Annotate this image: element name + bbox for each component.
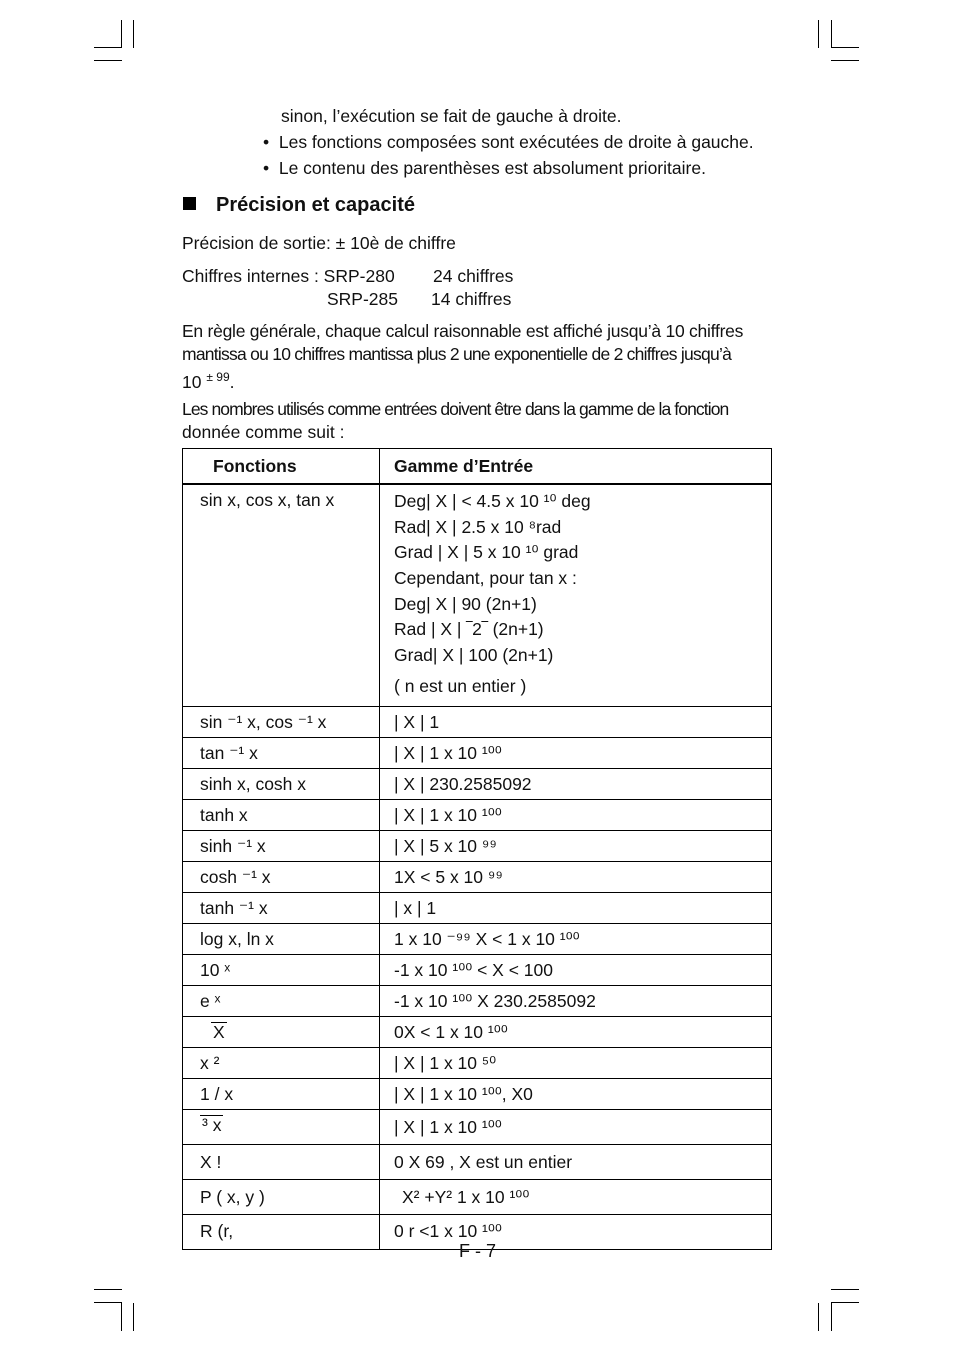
header-input-range: Gamme d’Entrée — [380, 449, 772, 485]
crop-mark-tl-v2 — [133, 20, 134, 48]
table-row — [183, 985, 772, 1016]
display-paragraph-line3: 10 $^{\pm 99}$. — [182, 370, 235, 392]
table-row — [183, 1144, 772, 1179]
sqrt-radicand: X — [213, 1021, 225, 1042]
range-cell: | X | 1 x 10 ¹⁰⁰ — [380, 737, 772, 768]
function-cell: x ² — [183, 1047, 380, 1078]
range-cell: | X | 1 x 10 ⁵⁰ — [380, 1047, 772, 1078]
range-line: Grad| X | 100 (2n+1) — [394, 645, 554, 666]
range-cell: 1X < 5 x 10 ⁹⁹ — [380, 861, 772, 892]
section-title: Précision et capacité — [216, 194, 415, 216]
function-cell — [183, 1016, 380, 1047]
display-paragraph-line1: En règle générale, chaque calcul raisonnable est affiché jusqu’à 10 chiffres — [182, 321, 744, 341]
crop-mark-tr-v2 — [831, 20, 832, 48]
section-heading — [183, 194, 415, 217]
range-line: Deg| X | < 4.5 x 10 ¹⁰ deg — [394, 491, 591, 511]
crop-mark-bl-v2 — [133, 1303, 134, 1331]
header-functions: Fonctions — [183, 449, 380, 485]
range-cell: | X | 5 x 10 ⁹⁹ — [380, 830, 772, 861]
range-line: Deg| X | 90 (2n+1) — [394, 593, 537, 614]
range-cell: | X | 1 — [380, 706, 772, 737]
range-line: Rad | X | ‾2‾ (2n+1) — [394, 619, 544, 640]
crop-mark-tl-v1 — [121, 20, 122, 48]
function-cell: sinh x, cosh x — [183, 768, 380, 799]
crop-mark-br-v2 — [831, 1303, 832, 1331]
function-cell: sinh ⁻¹ x — [183, 830, 380, 861]
range-cell: -1 x 10 ¹⁰⁰ < X < 100 — [380, 954, 772, 985]
crop-mark-tl-h — [94, 47, 122, 48]
table-row — [183, 768, 772, 799]
range-cell: 1 x 10 ⁻⁹⁹ X < 1 x 10 ¹⁰⁰ — [380, 923, 772, 954]
range-cell: | X | 230.2585092 — [380, 768, 772, 799]
crop-mark-tr-v1 — [818, 20, 819, 48]
function-cell — [183, 1109, 380, 1144]
range-cell — [380, 484, 772, 706]
function-cell: X ! — [183, 1144, 380, 1179]
function-cell: sin x, cos x, tan x — [183, 484, 380, 706]
input-paragraph-line1: Les nombres utilisés comme entrées doivent être dans la gamme de la fonction — [182, 399, 729, 419]
table-row — [183, 861, 772, 892]
range-cell: -1 x 10 ¹⁰⁰ X 230.2585092 — [380, 985, 772, 1016]
range-cell: | X | 1 x 10 ¹⁰⁰ — [380, 1109, 772, 1144]
crop-mark-br-v1 — [818, 1303, 819, 1331]
table-row — [183, 1179, 772, 1214]
bullet-text: Le contenu des parenthèses est absolument prioritaire. — [278, 158, 706, 178]
function-cell: P ( x, y ) — [183, 1179, 380, 1214]
bullet-composed-functions: • Les fonctions composées sont exécutées de droite à gauche. — [263, 132, 754, 152]
function-cell: sin ⁻¹ x, cos ⁻¹ x — [183, 706, 380, 737]
crop-mark-bl-v1 — [121, 1303, 122, 1331]
function-cell: cosh ⁻¹ x — [183, 861, 380, 892]
internal-digits-280: 24 chiffres — [433, 266, 514, 286]
table-row — [183, 923, 772, 954]
internal-digits-285: 14 chiffres — [431, 289, 512, 309]
power-exponent: ± 99 — [206, 370, 230, 384]
table-row — [183, 1109, 772, 1144]
crop-mark-br-h2 — [831, 1302, 859, 1303]
crop-mark-br-h — [831, 1289, 859, 1290]
input-range-table — [182, 448, 772, 1250]
model-285: SRP-285 — [327, 289, 399, 309]
table-row — [183, 892, 772, 923]
range-cell: | X | 1 x 10 ¹⁰⁰ — [380, 799, 772, 830]
function-cell: log x, ln x — [183, 923, 380, 954]
display-paragraph-line2: mantissa ou 10 chiffres mantissa plus 2 une exponentielle de 2 chiffres jusqu’à — [182, 344, 732, 364]
cube-root-radicand: ³ x — [202, 1114, 222, 1135]
range-line: Grad | X | 5 x 10 ¹⁰ grad — [394, 542, 579, 563]
range-line: ( n est un entier ) — [394, 675, 527, 696]
table-row — [183, 954, 772, 985]
table-row — [183, 799, 772, 830]
crop-mark-tr-h — [831, 47, 859, 48]
table-row — [183, 737, 772, 768]
range-cell: X² +Y² 1 x 10 ¹⁰⁰ — [380, 1179, 772, 1214]
range-cell: | X | 1 x 10 ¹⁰⁰, X0 — [380, 1078, 772, 1109]
function-cell: e ˣ — [183, 985, 380, 1016]
table-header-row — [183, 449, 772, 485]
table-row — [183, 484, 772, 706]
function-cell: tanh x — [183, 799, 380, 830]
table-row — [183, 706, 772, 737]
range-cell: | x | 1 — [380, 892, 772, 923]
range-line: Rad| X | 2.5 x 10 ⁸rad — [394, 516, 562, 537]
power-base: 10 — [182, 371, 202, 392]
bullet-text: Les fonctions composées sont exécutées de droite à gauche. — [278, 132, 754, 152]
intro-continuation: sinon, l’exécution se fait de gauche à droite. — [281, 106, 622, 126]
table-row — [183, 1016, 772, 1047]
crop-mark-bl-h2 — [94, 1302, 122, 1303]
range-cell: 0 X 69 , X est un entier — [380, 1144, 772, 1179]
square-bullet-icon — [183, 197, 196, 210]
range-line: Cependant, pour tan x : — [394, 568, 577, 589]
bullet-parentheses: • Le contenu des parenthèses est absolument prioritaire. — [263, 158, 706, 178]
input-paragraph-line2: donnée comme suit : — [182, 422, 345, 442]
output-precision: Précision de sortie: ± 10è de chiffre — [182, 233, 456, 253]
function-cell: R (r, — [183, 1214, 380, 1249]
table-row — [183, 830, 772, 861]
function-cell: 1 / x — [183, 1078, 380, 1109]
internal-digits-label: Chiffres internes : SRP-280 — [182, 266, 395, 286]
crop-mark-bl-h — [94, 1289, 122, 1290]
function-cell: 10 ˣ — [183, 954, 380, 985]
table-row — [183, 1078, 772, 1109]
page-number: F - 7 — [459, 1241, 497, 1261]
range-cell: 0X < 1 x 10 ¹⁰⁰ — [380, 1016, 772, 1047]
crop-mark-tr-h2 — [831, 60, 859, 61]
function-cell: tan ⁻¹ x — [183, 737, 380, 768]
crop-mark-tl-h2 — [94, 60, 122, 61]
function-cell: tanh ⁻¹ x — [183, 892, 380, 923]
table-row — [183, 1047, 772, 1078]
range-cell: 0 r <1 x 10 ¹⁰⁰ — [380, 1214, 772, 1249]
